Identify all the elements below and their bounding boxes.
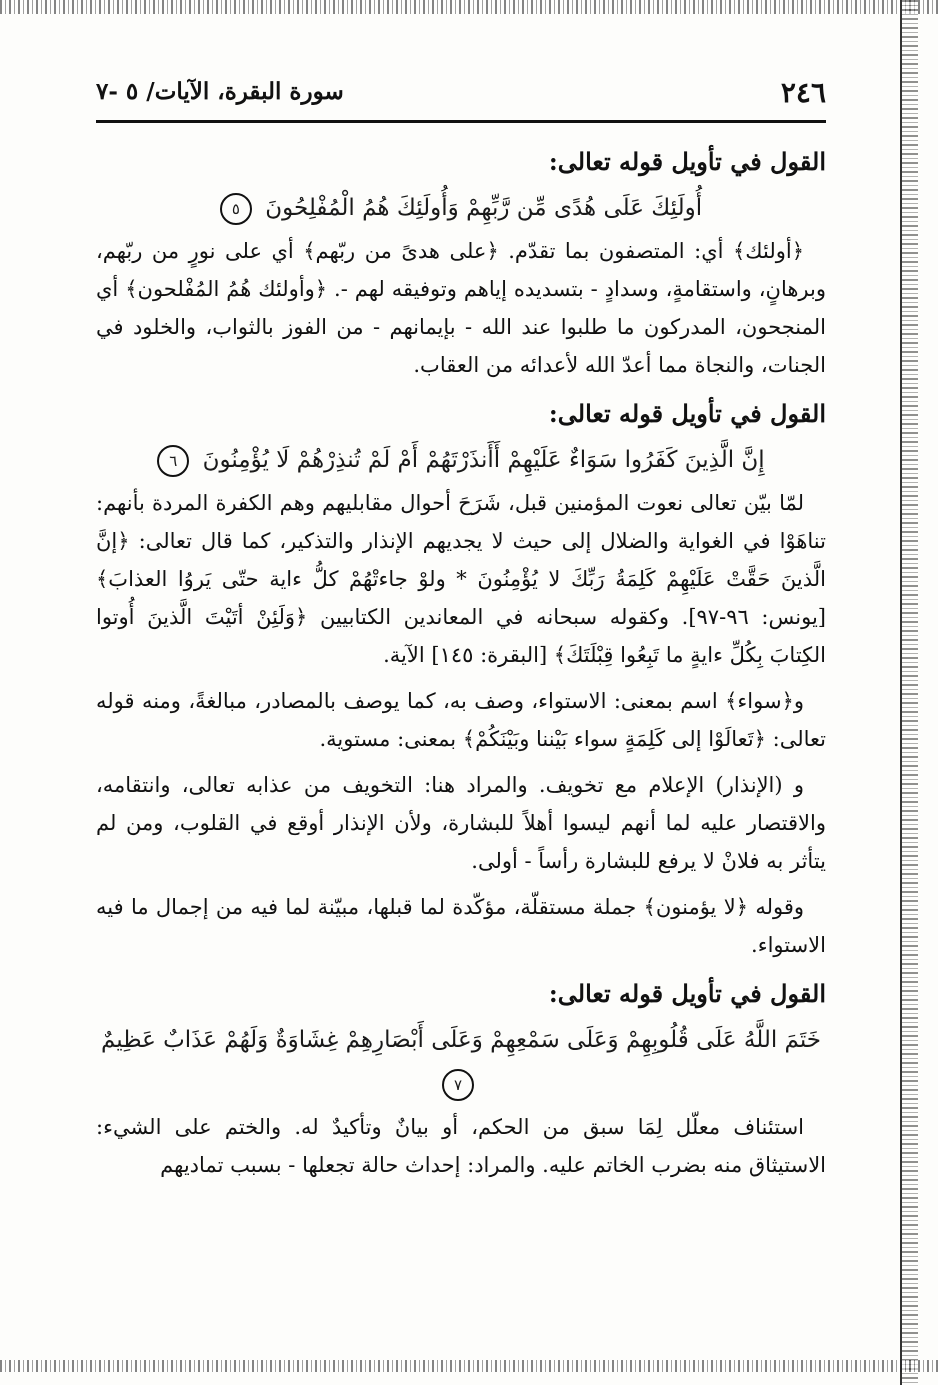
page-content [96,140,826,1192]
page-header [96,76,826,116]
commentary-paragraph: ﴿أولئك﴾ أي: المتصفون بما تقدّم. ﴿على هدىً من ربّهم﴾ أي على نورٍ من ربّهم، وبرهانٍ، واستقامةٍ، وسدادٍ - بتسديده إياهم وتوفيقه لهم -. ﴿وأولئك هُمُ المُفْلحون﴾ أي المنجحون، المدركون ما طلبوا عند الله - بإيمانهم - من الفوز بالثواب، والخلود في الجنات، والنجاة مما أعدّ الله لأعدائه من العقاب. [96,239,826,377]
running-title: سورة البقرة، الآيات/ ٥ -٧ [96,78,344,105]
section-heading: القول في تأويل قوله تعالى: [548,147,826,176]
page-number: ٢٤٦ [780,76,826,109]
decorative-border-top [0,0,938,14]
quran-verse [96,438,826,482]
commentary-paragraph: وقوله ﴿لا يؤمنون﴾ جملة مستقلّة، مؤكّدة لما قبلها، مبيّنة لما فيه من إجمال ما فيه الاستواء. [96,895,826,957]
verse-text: أُولَئِكَ عَلَى هُدًى مِّن رَّبِّهِمْ وَأُولَئِكَ هُمُ الْمُفْلِحُونَ [265,195,703,221]
verse-number: ٦ [157,445,189,477]
verse-number: ٥ [220,193,252,225]
verse-number: ٧ [442,1069,474,1101]
quran-verse [96,186,826,230]
section-heading: القول في تأويل قوله تعالى: [548,399,826,428]
decorative-border-right [902,0,918,1385]
commentary-paragraph: و﴿سواء﴾ اسم بمعنى: الاستواء، وصف به، كما يوصف بالمصادر، مبالغةً، ومنه قوله تعالى: ﴿تَعالَوْا إلى كَلِمَةٍ سواء بَيْننا وبَيْنَكُمْ﴾ بمعنى: مستوية. [96,689,826,751]
verse-text: إِنَّ الَّذِينَ كَفَرُوا سَوَاءٌ عَلَيْهِمْ أَأَنذَرْتَهُمْ أَمْ لَمْ تُنذِرْهُمْ لَا يُؤْمِنُونَ [202,447,765,473]
header-rule [96,120,826,123]
commentary-paragraph: و (الإنذار) الإعلام مع تخويف. والمراد هنا: التخويف من عذابه تعالى، وانتقامه، والاقتصار عليه لما أنهم ليسوا أهلاً للبشارة، ولأن الإنذار أوقع في القلوب، ومن لم يتأثر به فلانْ لا يرفع للبشارة رأساً - أولى. [96,773,826,873]
quran-verse [96,1018,826,1106]
decorative-border-bottom [0,1360,938,1372]
commentary-paragraph: لمّا بيّن تعالى نعوت المؤمنين قبل، شَرَحَ أحوال مقابليهم وهم الكفرة المردة بأنهم: تناهَوْا في الغواية والضلال إلى حيث لا يجديهم الإنذار والتذكير، كما قال تعالى: ﴿إنَّ الَّذينَ حَقَّتْ عَلَيْهِمْ كَلِمَةُ رَبِّكَ لا يُؤْمِنُونَ * ولوْ جاءتْهُمْ كلُّ ءاية حتّى يَروُا العذابَ﴾ [يونس: ٩٦-٩٧]. وكقوله سبحانه في المعاندين الكتابيين ﴿وَلَئِنْ أتَيْتَ الَّذينَ أُوتوا الكِتابَ بِكُلِّ ءايةٍ ما تَبِعُوا قِبْلَتَكَ﴾ [البقرة: ١٤٥] الآية. [96,491,826,667]
commentary-paragraph: استئناف معلّل لِمَا سبق من الحكم، أو بيانٌ وتأكيدٌ له. والختم على الشيء: الاستيثاق منه بضرب الخاتم عليه. والمراد: إحداث حالة تجعلها - بسبب تماديهم [96,1115,826,1177]
section-heading: القول في تأويل قوله تعالى: [548,979,826,1008]
verse-text: خَتَمَ اللَّهُ عَلَى قُلُوبِهِمْ وَعَلَى سَمْعِهِمْ وَعَلَى أَبْصَارِهِمْ غِشَاوَةٌ وَلَهُمْ عَذَابٌ عَظِيمٌ [100,1027,822,1053]
